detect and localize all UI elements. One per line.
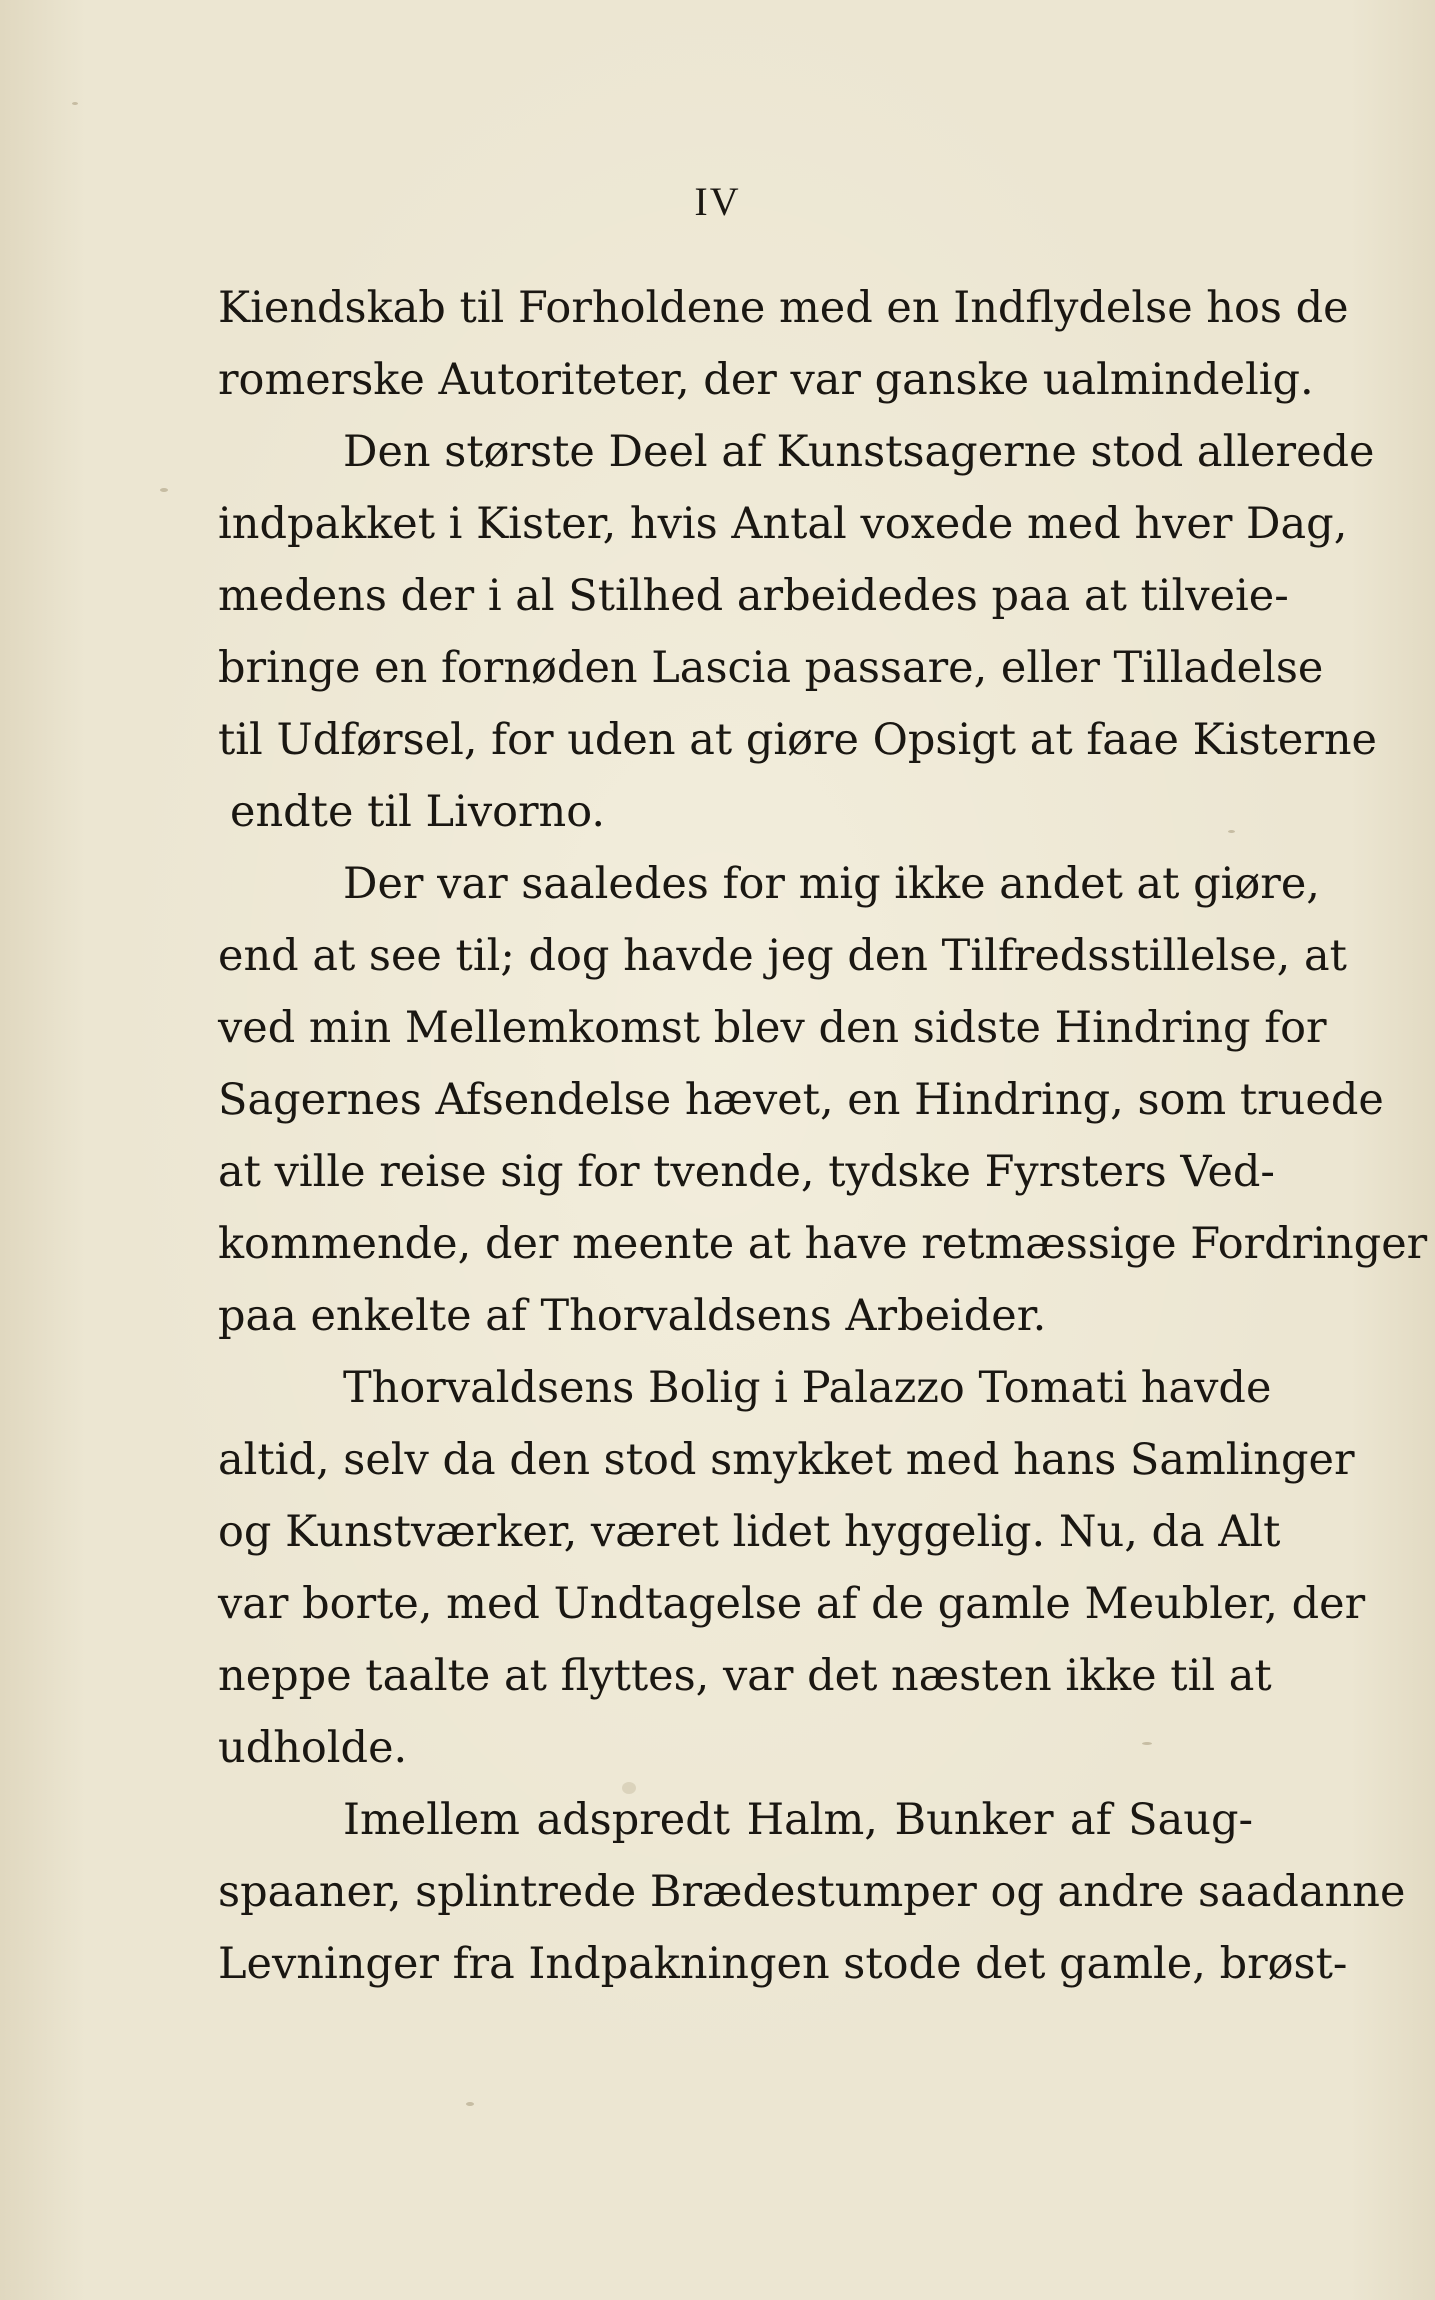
paper-speck [72,102,78,105]
text-line: udholde. [218,1723,408,1773]
text-line: var borte, med Undtagelse af de gamle Meubler, der [218,1579,1366,1629]
text-line: paa enkelte af Thorvaldsens Arbeider. [218,1291,1047,1341]
text-line: Imellem adspredt Halm, Bunker af Saug- [343,1795,1253,1845]
text-line: ved min Mellemkomst blev den sidste Hindring for [218,1003,1327,1053]
text-line: medens der i al Stilhed arbeidedes paa at tilveie- [218,571,1289,621]
text-line: og Kunstværker, været lidet hyggelig. Nu, da Alt [218,1507,1281,1557]
text-line: endte til Livorno. [230,787,606,837]
text-line: Der var saaledes for mig ikke andet at giøre, [343,859,1320,909]
text-line: bringe en fornøden Lascia passare, eller Tilladelse [218,643,1324,693]
body-text [218,272,1428,2000]
text-line: Den største Deel af Kunstsagerne stod allerede [343,427,1375,477]
text-line: at ville reise sig for tvende, tydske Fyrsters Ved- [218,1147,1275,1197]
text-line: kommende, der meente at have retmæssige Fordringer [218,1219,1428,1269]
text-line: end at see til; dog havde jeg den Tilfredsstillelse, at [218,931,1347,981]
text-line: altid, selv da den stod smykket med hans Samlinger [218,1435,1355,1485]
text-line: romerske Autoriteter, der var ganske ualmindelig. [218,355,1314,405]
paper-speck [160,488,168,492]
paper-speck [466,2102,474,2106]
text-line: Thorvaldsens Bolig i Palazzo Tomati havde [343,1363,1272,1413]
text-line: til Udførsel, for uden at giøre Opsigt at faae Kisterne [218,715,1377,765]
text-line: spaaner, splintrede Brædestumper og andre saadanne [218,1867,1406,1917]
text-line: neppe taalte at flyttes, var det næsten ikke til at [218,1651,1272,1701]
page-number: IV [694,179,741,224]
text-line: Levninger fra Indpakningen stode det gamle, brøst- [218,1939,1348,1989]
text-line: Sagernes Afsendelse hævet, en Hindring, som truede [218,1075,1384,1125]
text-line: indpakket i Kister, hvis Antal voxede med hver Dag, [218,499,1348,549]
text-line: Kiendskab til Forholdene med en Indflydelse hos de [218,283,1349,333]
